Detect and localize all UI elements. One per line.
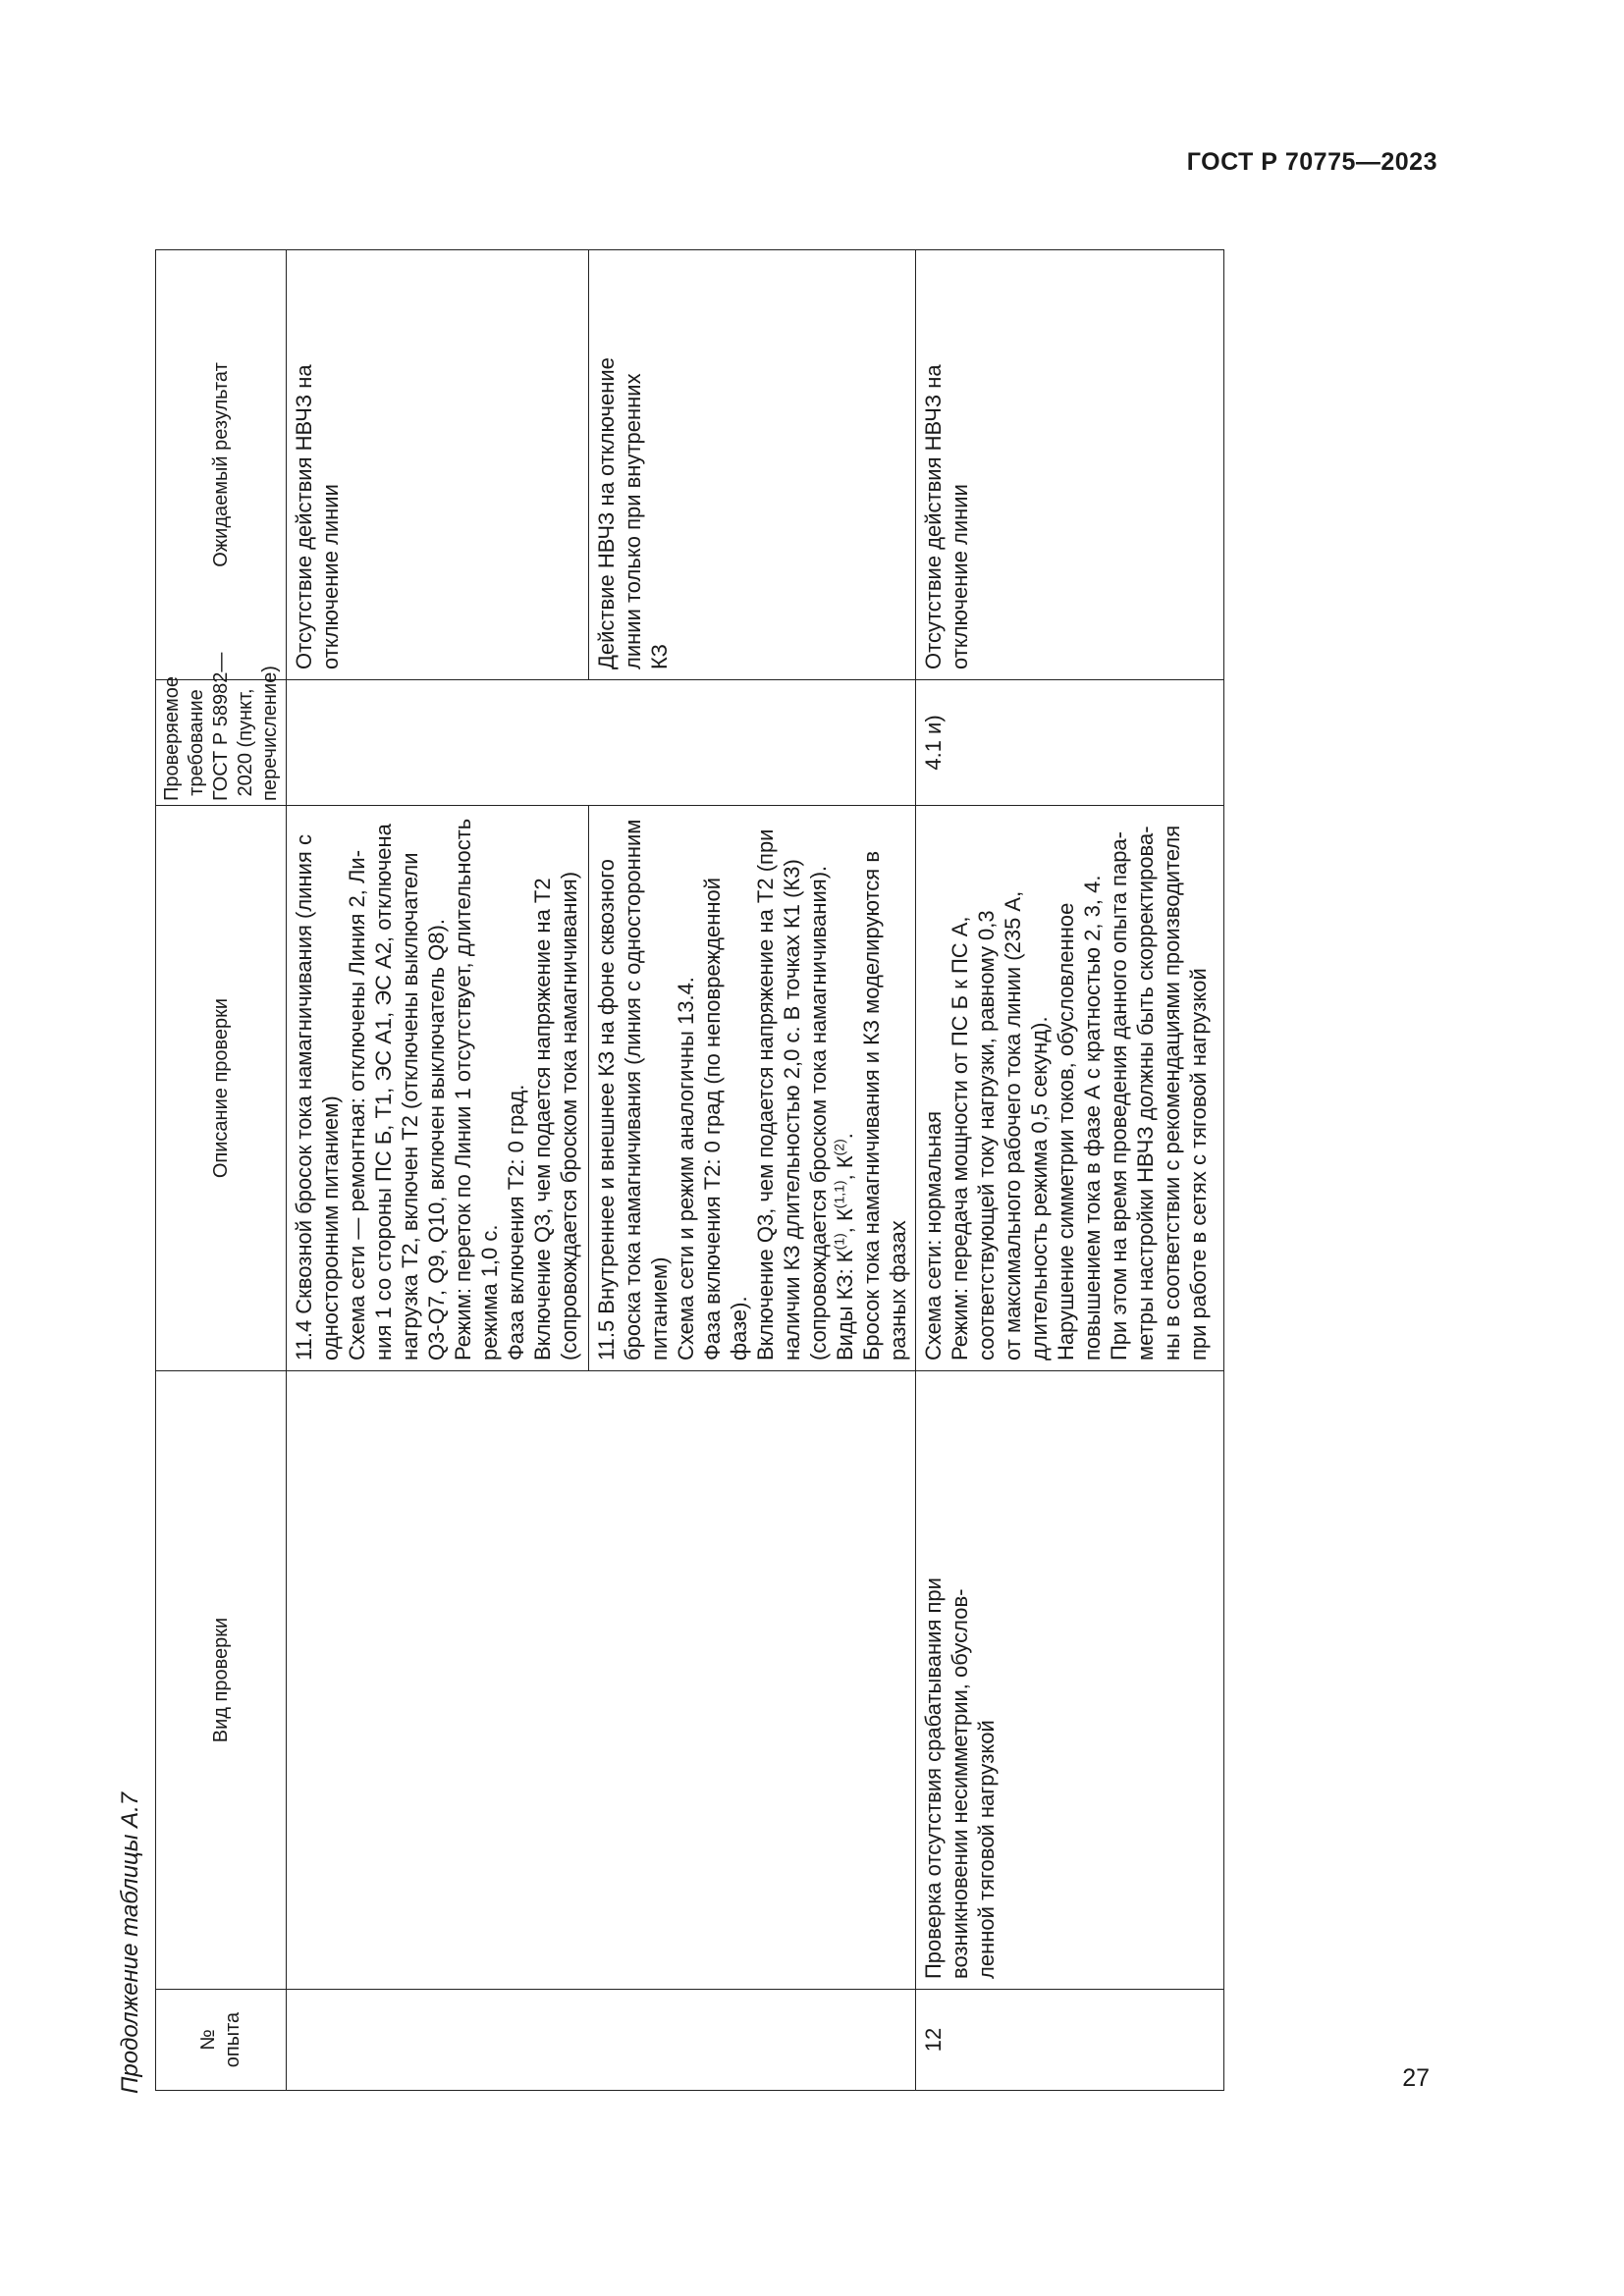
page-number: 27: [1402, 2064, 1430, 2092]
rotated-table-block: [108, 231, 1377, 2094]
table-row: [916, 250, 1224, 2091]
table-row: [287, 250, 589, 2091]
cell-test-description: 11.5 Внутреннее и внешнее КЗ на фоне сквозного броска тока намагничивания (линия с односторонним питанием) Схема сети и режим аналогичны 13.4. Фаза включения Т2: 0 град (по неповрежденной фазе). Включение Q3, чем подается напряжение на Т2 (при наличии КЗ длительностью 2,0 с. В точках К1 (К3) (сопровождается броском тока намагничивания). Виды КЗ: $К^{(1)}$, К$^{(1,1)}$, $К^{(2)}$. Бросок тока намагничивания и КЗ моделируются в разных фазах: [589, 806, 916, 1371]
cell-test-number: 12: [916, 1990, 1224, 2091]
cell-test-description: 11.4 Сквозной бросок тока намагничивания (линия с односторонним питанием) Схема сети — ремонтная: отключены Линия 2, Ли- ния 1 со стороны ПС Б, Т1, ЭС А1, ЭС А2, отключена нагрузка Т2, включен Т2 (отключены выключатели Q3-Q7, Q9, Q10, включен выключатель Q8). Режим: переток по Линии 1 отсутствует, длительность режима 1,0 с. Фаза включения Т2: 0 град. Включение Q3, чем подается напряжение на Т2 (сопровождается броском тока намагничивания): [287, 806, 589, 1371]
table-header-row: [156, 250, 287, 2091]
header-test-number: № опыта: [156, 1990, 287, 2091]
document-code: ГОСТ Р 70775—2023: [1186, 148, 1437, 176]
table-caption: Продолжение таблицы А.7: [117, 1791, 143, 2094]
cell-test-number: [589, 1990, 916, 2091]
kz-types-line: Виды КЗ: $К^{(1)}$, К$^{(1,1)}$, $К^{(2)}$.: [831, 1133, 857, 1361]
cell-test-number: [287, 1990, 589, 2091]
cell-expected-result: Действие НВЧЗ на отключение линии только при внутренних КЗ: [589, 250, 916, 680]
header-requirement: Проверяемое требование ГОСТ Р 58982— 2020 (пункт, перечисление): [156, 680, 287, 806]
cell-expected-result: Отсутствие действия НВЧЗ на отключение линии: [916, 250, 1224, 680]
cell-expected-result: Отсутствие действия НВЧЗ на отключение линии: [287, 250, 589, 680]
cell-test-kind: [287, 1371, 589, 1990]
header-test-kind: Вид проверки: [156, 1371, 287, 1990]
header-test-description: Описание проверки: [156, 806, 287, 1371]
cell-test-kind: [589, 1371, 916, 1990]
cell-requirement: [287, 680, 589, 806]
cell-requirement: 4.1 и): [916, 680, 1224, 806]
cell-test-kind: Проверка отсутствия срабатывания при возникновении несимметрии, обуслов- ленной тяговой нагрузкой: [916, 1371, 1224, 1990]
cell-requirement: [589, 680, 916, 806]
test-table: [155, 249, 1224, 2091]
header-expected-result: Ожидаемый результат: [156, 250, 287, 680]
table-row: [589, 250, 916, 2091]
cell-test-description: Схема сети: нормальная Режим: передача мощности от ПС Б к ПС А, соответствующей току нагрузки, равному 0,3 от максимального рабочего тока линии (235 А, длительность режима 0,5 секунд). Нарушение симметрии токов, обусловленное повышением тока в фазе А с кратностью 2, 3, 4. При этом на время проведения данного опыта пара- метры настройки НВЧЗ должны быть скорректирова- ны в соответствии с рекомендациями производителя при работе в сетях с тяговой нагрузкой: [916, 806, 1224, 1371]
